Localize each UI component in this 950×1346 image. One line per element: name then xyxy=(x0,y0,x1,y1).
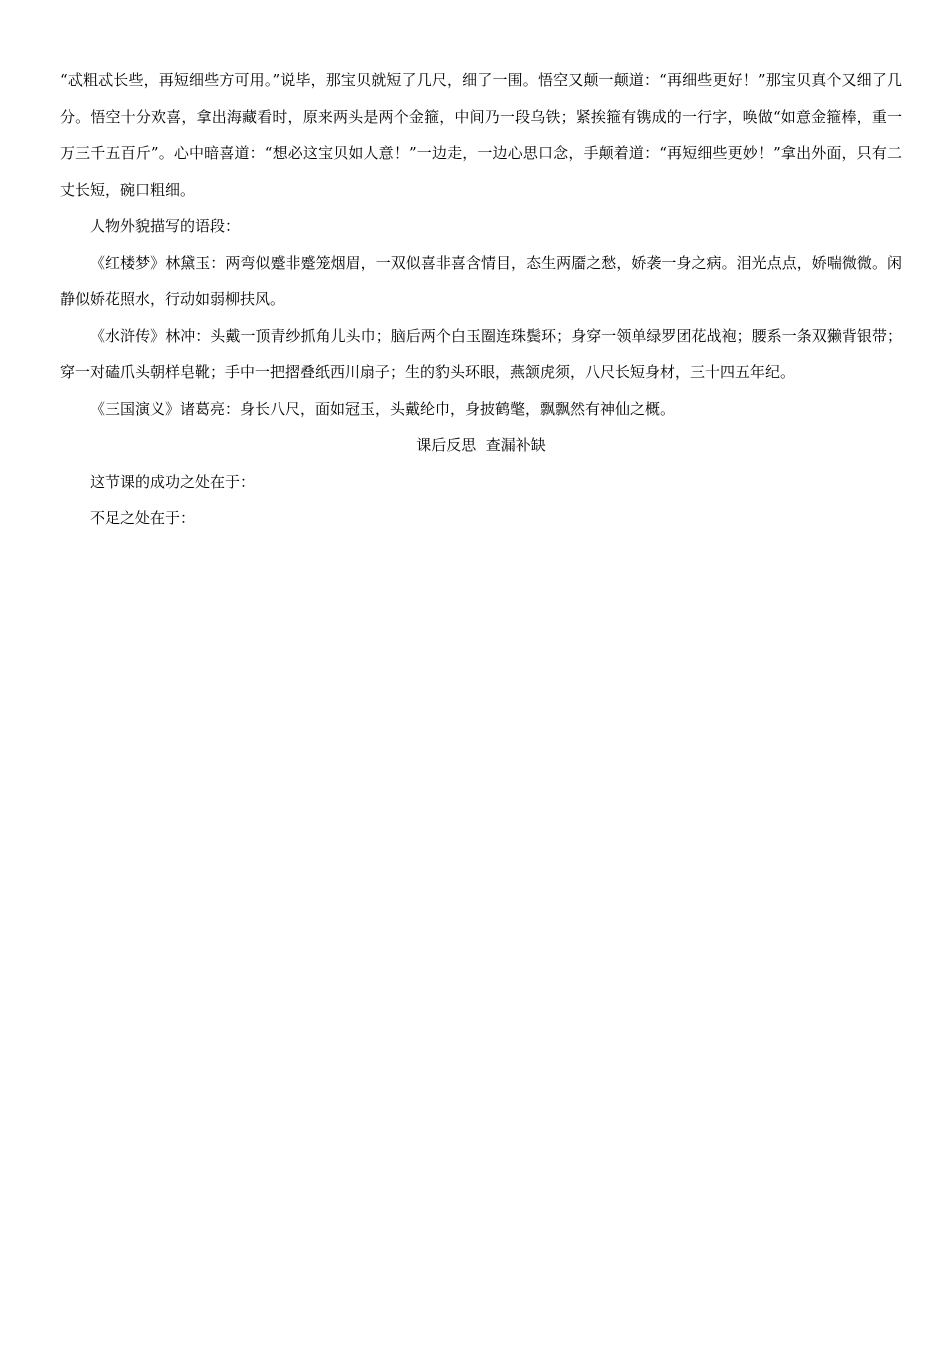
appearance-heading: 人物外貌描写的语段： xyxy=(90,217,241,235)
sanguo-paragraph: 《三国演义》诸葛亮：身长八尺，面如冠玉，头戴纶巾，身披鹤氅，飘飘然有神仙之概。 xyxy=(90,399,676,418)
reflection-title: 课后反思 查漏补缺 xyxy=(416,436,546,454)
story-excerpt-paragraph: “忒粗忒长些，再短细些方可用。”说毕，那宝贝就短了几尺，细了一围。悟空又颠一颠道：“再细些更好！”那宝贝真个又细了几分。悟空十分欢喜，拿出海藏看时，原来两头是两个金箍，中间乃一段乌铁；紧挨箍有镌成的一行字，唤做“如意金箍棒，重一万三千五百斤”。心中暗喜道：“想必这宝贝如人意！”一边走，一边心思口念，手颠着道：“再短细些更妙！”拿出外面，只有二丈长短，碗口粗细。 xyxy=(60,71,902,199)
reflection-success-label: 这节课的成功之处在于： xyxy=(90,472,256,491)
honglou-paragraph: 《红楼梦》林黛玉：两弯似蹙非蹙笼烟眉，一双似喜非喜含情目，态生两靥之愁，娇袭一身之病。泪光点点，娇喘微微。闲静似娇花照水，行动如弱柳扶风。 xyxy=(60,253,902,308)
shuihu-paragraph: 《水浒传》林冲：头戴一顶青纱抓角儿头巾；脑后两个白玉圈连珠鬓环；身穿一领单绿罗团花战袍；腰系一条双獭背银带；穿一对磕爪头朝样皂靴；手中一把摺叠纸西川扇子；生的豹头环眼，燕颔虎须，八尺长短身材，三十四五年纪。 xyxy=(60,326,902,381)
reflection-shortcoming-label: 不足之处在于： xyxy=(90,509,196,527)
document-page xyxy=(60,62,902,537)
